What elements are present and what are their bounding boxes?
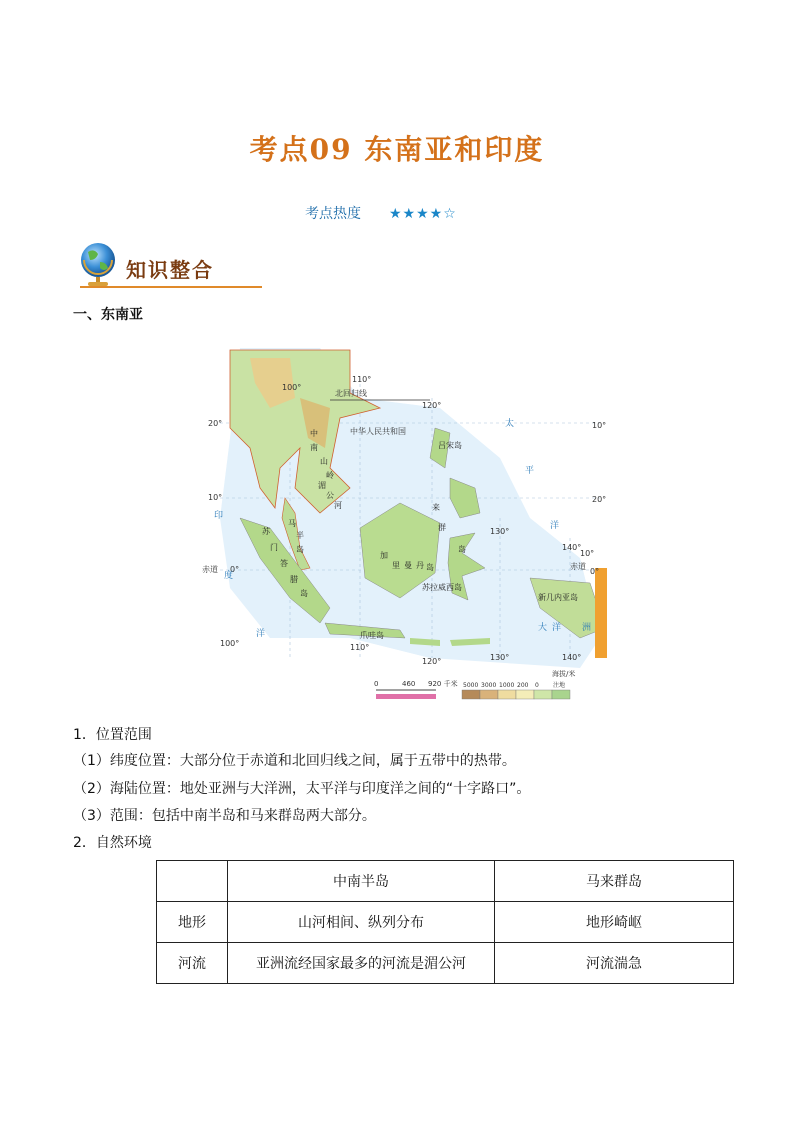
lon-label: 100° (282, 383, 302, 392)
place-label: 答 (280, 559, 288, 568)
continent-label: 洋 (552, 623, 562, 633)
lon-label: 130° (490, 527, 510, 536)
place-label: 加 (380, 551, 388, 560)
place-label: 新几内亚岛 (538, 593, 578, 602)
lat-label: 10° (580, 549, 595, 558)
lon-label: 120° (422, 657, 442, 666)
heat-rating (305, 203, 457, 223)
place-label: 山 (320, 457, 328, 466)
elevation-swatch (534, 690, 552, 699)
ocean-label: 度 (224, 571, 234, 581)
place-label: 中华人民共和国 (350, 427, 406, 436)
page-title: 考点09 东南亚和印度 (249, 133, 545, 166)
place-label: 来 (432, 503, 440, 512)
heat-stars: ★★★★☆ (389, 206, 457, 222)
scale-tick: 920 千米 (428, 680, 458, 688)
place-label: 曼 (404, 561, 412, 570)
place-label: 里 (392, 561, 400, 570)
continent-label: 洲 (582, 623, 592, 633)
table-header-cell: 中南半岛 (228, 861, 495, 902)
table-row (157, 902, 734, 943)
place-label: 苏 (262, 527, 270, 536)
place-label: 半 (296, 531, 304, 540)
elevation-swatch (552, 690, 570, 699)
ocean-label: 太 (505, 419, 515, 429)
lat-label: 20° (208, 419, 223, 428)
place-label: 腊 (290, 575, 298, 584)
place-label: 南 (310, 443, 318, 452)
lon-label: 120° (422, 401, 442, 410)
lat-label: 0° (590, 567, 600, 576)
section-banner (76, 240, 262, 292)
place-label: 丹 (416, 561, 424, 570)
scale-tick: 460 (402, 680, 416, 688)
table-cell: 山河相间、纵列分布 (228, 902, 495, 943)
place-label: 门 (270, 543, 278, 552)
tropic-label: 北回归线 (335, 389, 367, 398)
elevation-tick: 0 (535, 682, 539, 689)
table-cell: 河流湍急 (495, 943, 734, 984)
elevation-tick: 3000 (481, 682, 497, 689)
elevation-swatch (480, 690, 498, 699)
lon-label: 140° (562, 543, 582, 552)
banner-label: 知识整合 (126, 258, 214, 282)
banner-rule (80, 286, 262, 288)
lon-label: 110° (352, 375, 372, 384)
elevation-title: 海拔/米 (552, 670, 576, 678)
lon-label: 130° (490, 653, 510, 662)
table-header-cell (157, 861, 228, 902)
table-cell: 亚洲流经国家最多的河流是湄公河 (228, 943, 495, 984)
item-text: （1）纬度位置：大部分位于赤道和北回归线之间，属于五带中的热带。 (73, 753, 516, 769)
table-header-cell: 马来群岛 (495, 861, 734, 902)
lat-label: 10° (208, 493, 223, 502)
elevation-tick: 注地 (553, 682, 566, 689)
item-text: （2）海陆位置：地处亚洲与大洋洲，太平洋与印度洋之间的“十字路口”。 (73, 781, 531, 797)
place-label: 岛 (458, 545, 466, 554)
lat-label: 0° (230, 565, 240, 574)
globe-icon (76, 240, 120, 288)
place-label: 马 (288, 519, 296, 528)
continent-label: 大 (538, 623, 548, 633)
place-label: 岭 (326, 471, 334, 480)
lon-label: 110° (350, 643, 370, 652)
heat-label: 考点热度 (305, 206, 361, 222)
ocean-label: 印 (214, 511, 224, 521)
elevation-tick: 1000 (499, 682, 515, 689)
place-label: 岛 (300, 589, 308, 598)
environment-table (156, 860, 734, 984)
place-label: 吕宋岛 (438, 441, 462, 450)
place-label: 河 (334, 501, 342, 510)
equator-label: 赤道 (202, 565, 218, 574)
lon-label: 140° (562, 653, 582, 662)
elevation-tick: 200 (517, 682, 529, 689)
elevation-swatch (462, 690, 480, 699)
ocean-label: 洋 (256, 629, 266, 639)
table-header-row (157, 861, 734, 902)
table-row (157, 943, 734, 984)
place-label: 岛 (426, 563, 434, 572)
item-text: （3）范围：包括中南半岛和马来群岛两大部分。 (73, 808, 376, 824)
item-heading: 2．自然环境 (73, 835, 152, 851)
scale-tick: 0 (374, 680, 379, 688)
southeast-asia-map (200, 338, 610, 706)
section-heading: 一、东南亚 (73, 307, 143, 323)
item-heading: 1．位置范围 (73, 727, 152, 743)
ocean-label: 平 (525, 466, 535, 476)
place-label: 湄 (318, 481, 326, 490)
elevation-tick: 5000 (463, 682, 479, 689)
place-label: 苏拉威西岛 (422, 583, 462, 592)
table-cell: 地形崎岖 (495, 902, 734, 943)
lat-label: 20° (592, 495, 607, 504)
ocean-label: 洋 (550, 521, 560, 531)
elevation-swatch (516, 690, 534, 699)
lat-label: 10° (592, 421, 607, 430)
place-label: 中 (310, 429, 318, 438)
place-label: 公 (326, 491, 334, 500)
equator-label: 赤道 (570, 562, 586, 571)
lon-label: 100° (220, 639, 240, 648)
elevation-swatch (498, 690, 516, 699)
place-label: 群 (438, 523, 446, 532)
table-cell: 地形 (157, 902, 228, 943)
place-label: 爪哇岛 (360, 631, 384, 640)
table-cell: 河流 (157, 943, 228, 984)
place-label: 岛 (296, 545, 304, 554)
